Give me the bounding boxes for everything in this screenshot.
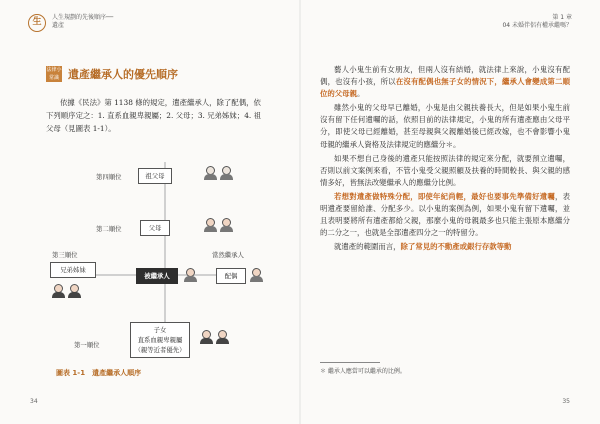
paragraph-1: 藝人小鬼生前有女朋友，但兩人沒有結婚，就法律上來說，小鬼沒有配偶，也沒有小孩，所以在沒有配偶也無子女的情況下，繼承人會變成第二順位的父母親。 — [320, 65, 570, 99]
siblings-box: 兄弟姊妹 — [50, 262, 96, 278]
running-head-left-line2: 遺產 — [52, 22, 65, 29]
children-box — [130, 322, 190, 358]
page-number-left: 34 — [30, 398, 38, 405]
decedent-icon — [184, 268, 197, 283]
page-gutter — [299, 0, 301, 424]
gen2-label: 第二順位 — [96, 225, 122, 233]
mother-icon — [220, 218, 233, 233]
footnote-rule — [320, 362, 380, 363]
inheritance-diagram — [46, 144, 286, 364]
children-box-line1: 子女 — [153, 326, 167, 334]
running-head-right-line1: 第 1 章 — [552, 14, 572, 21]
spouse-label: 當然繼承人 — [212, 251, 244, 259]
sister-icon — [68, 284, 81, 299]
section-heading — [46, 66, 178, 82]
highlight-2: 若想對遺產做特殊分配，即使年紀尚輕，最好也要事先準備好遺囑 — [334, 191, 555, 201]
vertical-connector — [164, 162, 166, 338]
section-intro: 依據《民法》第 1138 條的規定，遺產繼承人，除了配偶，依下列順序定之：1. 直系血親卑親屬；2. 父母；3. 兄弟姊妹；4. 祖父母（見圖表 1-1）。 — [46, 98, 261, 133]
spouse-box: 配偶 — [216, 268, 246, 284]
figure-caption: 圖表 1-1 遺產繼承人順序 — [56, 369, 142, 377]
chapter-badge-icon: 生 — [28, 14, 46, 32]
paragraph-5: 就遺產的範圍而言，除了常見的不動產或銀行存款等動 — [334, 242, 512, 252]
footnote: ＊ 繼承人應當可以繼承的比例。 — [320, 368, 406, 375]
children-box-line2: 直系血親卑親屬 — [137, 336, 183, 344]
grandfather-icon — [204, 166, 217, 181]
section-title: 遺產繼承人的優先順序 — [68, 68, 178, 81]
highlight-1: 在沒有配偶也無子女的情況下，繼承人會變成第二順位的父母親 — [320, 77, 570, 99]
running-head-right — [502, 14, 572, 30]
parents-box: 父母 — [140, 220, 170, 236]
gen3-label: 第三順位 — [52, 251, 78, 259]
daughter-icon — [216, 330, 229, 345]
right-page-body — [320, 64, 570, 255]
paragraph-2: 雖然小鬼的父母早已離婚，小鬼是由父親扶養長大，但是如果小鬼生前沒有留下任何遺囑的話，依照目前的法律規定，小鬼的所有遺產應由父母平分，即使父母已經離婚，甚至母親與父親離婚後已經改嫁，也不會影響小鬼母親的繼承人資格及法律規定的應繼分＊。 — [320, 103, 570, 149]
son-icon — [200, 330, 213, 345]
highlight-3: 除了常見的不動產或銀行存款等動 — [400, 242, 512, 252]
brother-icon — [52, 284, 65, 299]
running-head-left — [28, 14, 113, 32]
father-icon — [204, 218, 217, 233]
page-number-right: 35 — [562, 398, 570, 405]
legal-tip-icon: 法律小常識 — [46, 67, 62, 81]
decedent-box: 被繼承人 — [136, 268, 178, 284]
paragraph-3: 如果不想自己身後的遺產只能按照法律的規定來分配，就要預立遺囑，否則以前文案例來看，不管小鬼受父親照顧及扶養的時間較長、與父親的感情多好，皆無法改變繼承人的應繼分比例。 — [320, 153, 570, 187]
running-head-right-line2: 04 未婚伴侶有權承繼嗎？ — [502, 22, 572, 29]
running-head-left-line1: 人生規劃的先後順序── — [52, 14, 114, 21]
grandparents-box: 祖父母 — [138, 168, 172, 184]
gen4-label: 第四順位 — [96, 173, 122, 181]
children-box-line3: （親等近者優先） — [134, 346, 186, 354]
spouse-icon — [250, 268, 263, 283]
paragraph-4: 若想對遺產做特殊分配，即使年紀尚輕，最好也要事先準備好遺囑，表明遺產要留給誰、分配多少。以小鬼的案例為例，如果小鬼有留下遺囑，並且表明要將所有遺產都給父親，那麼小鬼的母親最多也只能主張原本應繼分的二分之一，也就是全部遺產四分之一的特留分。 — [320, 191, 570, 238]
gen1-label: 第一順位 — [74, 341, 100, 349]
grandmother-icon — [220, 166, 233, 181]
